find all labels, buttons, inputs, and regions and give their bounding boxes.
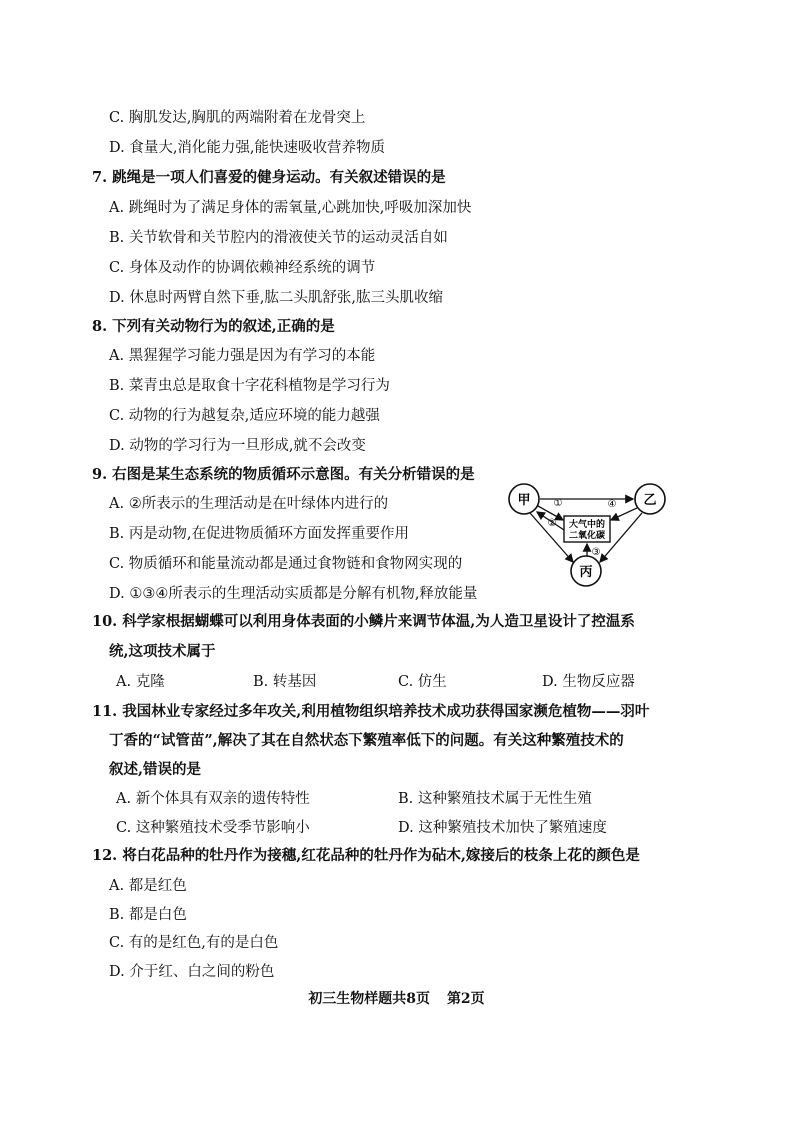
q8-option-a: A. 黑猩猩学习能力强是因为有学习的本能	[109, 348, 376, 364]
label-1: ①	[553, 498, 563, 509]
q12-option-a: A. 都是红色	[109, 878, 187, 894]
label-4: ④	[607, 499, 617, 510]
page-footer	[0, 988, 793, 1008]
node-jia-label: 甲	[517, 493, 531, 508]
q6-option-d: D. 食量大,消化能力强,能快速吸收营养物质	[109, 140, 386, 156]
footer-total-pages: 初三生物样题共8页	[308, 991, 431, 1007]
q11-option-d: D. 这种繁殖技术加快了繁殖速度	[398, 820, 607, 836]
label-2: ②	[547, 518, 557, 529]
node-yi-label: 乙	[643, 493, 657, 508]
q10-option-c: C. 仿生	[398, 674, 447, 690]
q9-option-d: D. ①③④所表示的生理活动实质都是分解有机物,释放能量	[109, 586, 478, 602]
q12-option-b: B. 都是白色	[109, 907, 187, 923]
q9-option-c: C. 物质循环和能量流动都是通过食物链和食物网实现的	[109, 556, 463, 572]
q10-stem-continued: 统,这项技术属于	[109, 643, 216, 660]
q9-option-a: A. ②所表示的生理活动是在叶绿体内进行的	[109, 496, 389, 512]
q11-option-a: A. 新个体具有双亲的遗传特性	[116, 791, 310, 807]
q12-stem: 12. 将白花品种的牡丹作为接穗,红花品种的牡丹作为砧木,嫁接后的枝条上花的颜色是	[92, 847, 640, 864]
q10-option-a: A. 克隆	[116, 674, 165, 690]
q7-option-c: C. 身体及动作的协调依赖神经系统的调节	[109, 260, 376, 276]
q8-option-b: B. 菜青虫总是取食十字花科植物是学习行为	[109, 378, 390, 394]
q7-option-a: A. 跳绳时为了满足身体的需氧量,心跳加快,呼吸加深加快	[109, 200, 472, 216]
q9-stem: 9. 右图是某生态系统的物质循环示意图。有关分析错误的是	[92, 466, 475, 483]
q10-option-b: B. 转基因	[253, 674, 317, 690]
carbon-cycle-diagram	[500, 478, 680, 588]
q11-stem: 11. 我国林业专家经过多年攻关,利用植物组织培养技术成功获得国家濒危植物——羽叶	[92, 703, 650, 720]
q11-option-c: C. 这种繁殖技术受季节影响小	[116, 820, 310, 836]
q7-stem: 7. 跳绳是一项人们喜爱的健身运动。有关叙述错误的是	[92, 169, 446, 186]
q8-option-c: C. 动物的行为越复杂,适应环境的能力越强	[109, 408, 380, 424]
q8-stem: 8. 下列有关动物行为的叙述,正确的是	[92, 318, 335, 335]
atmosphere-co2-line2: 二氧化碳	[568, 531, 606, 541]
q12-option-c: C. 有的是红色,有的是白色	[109, 935, 279, 951]
q6-option-c: C. 胸肌发达,胸肌的两端附着在龙骨突上	[109, 110, 366, 126]
atmosphere-co2-line1: 大气中的	[568, 520, 606, 530]
q7-option-b: B. 关节软骨和关节腔内的滑液使关节的运动灵活自如	[109, 230, 448, 246]
label-3: ③	[591, 547, 601, 558]
q8-option-d: D. 动物的学习行为一旦形成,就不会改变	[109, 438, 366, 454]
q11-stem-continued-2: 叙述,错误的是	[109, 761, 202, 778]
q7-option-d: D. 休息时两臂自然下垂,肱二头肌舒张,肱三头肌收缩	[109, 290, 444, 306]
q10-option-d: D. 生物反应器	[542, 674, 635, 690]
node-bing-label: 丙	[579, 565, 593, 580]
q11-stem-continued-1: 丁香的“试管苗”,解决了其在自然状态下繁殖率低下的问题。有关这种繁殖技术的	[109, 732, 624, 749]
q10-stem: 10. 科学家根据蝴蝶可以利用身体表面的小鳞片来调节体温,为人造卫星设计了控温系	[92, 613, 635, 630]
q9-option-b: B. 丙是动物,在促进物质循环方面发挥重要作用	[109, 526, 409, 542]
q12-option-d: D. 介于红、白之间的粉色	[109, 964, 275, 980]
footer-page-number: 第2页	[446, 991, 485, 1007]
q11-option-b: B. 这种繁殖技术属于无性生殖	[398, 791, 592, 807]
